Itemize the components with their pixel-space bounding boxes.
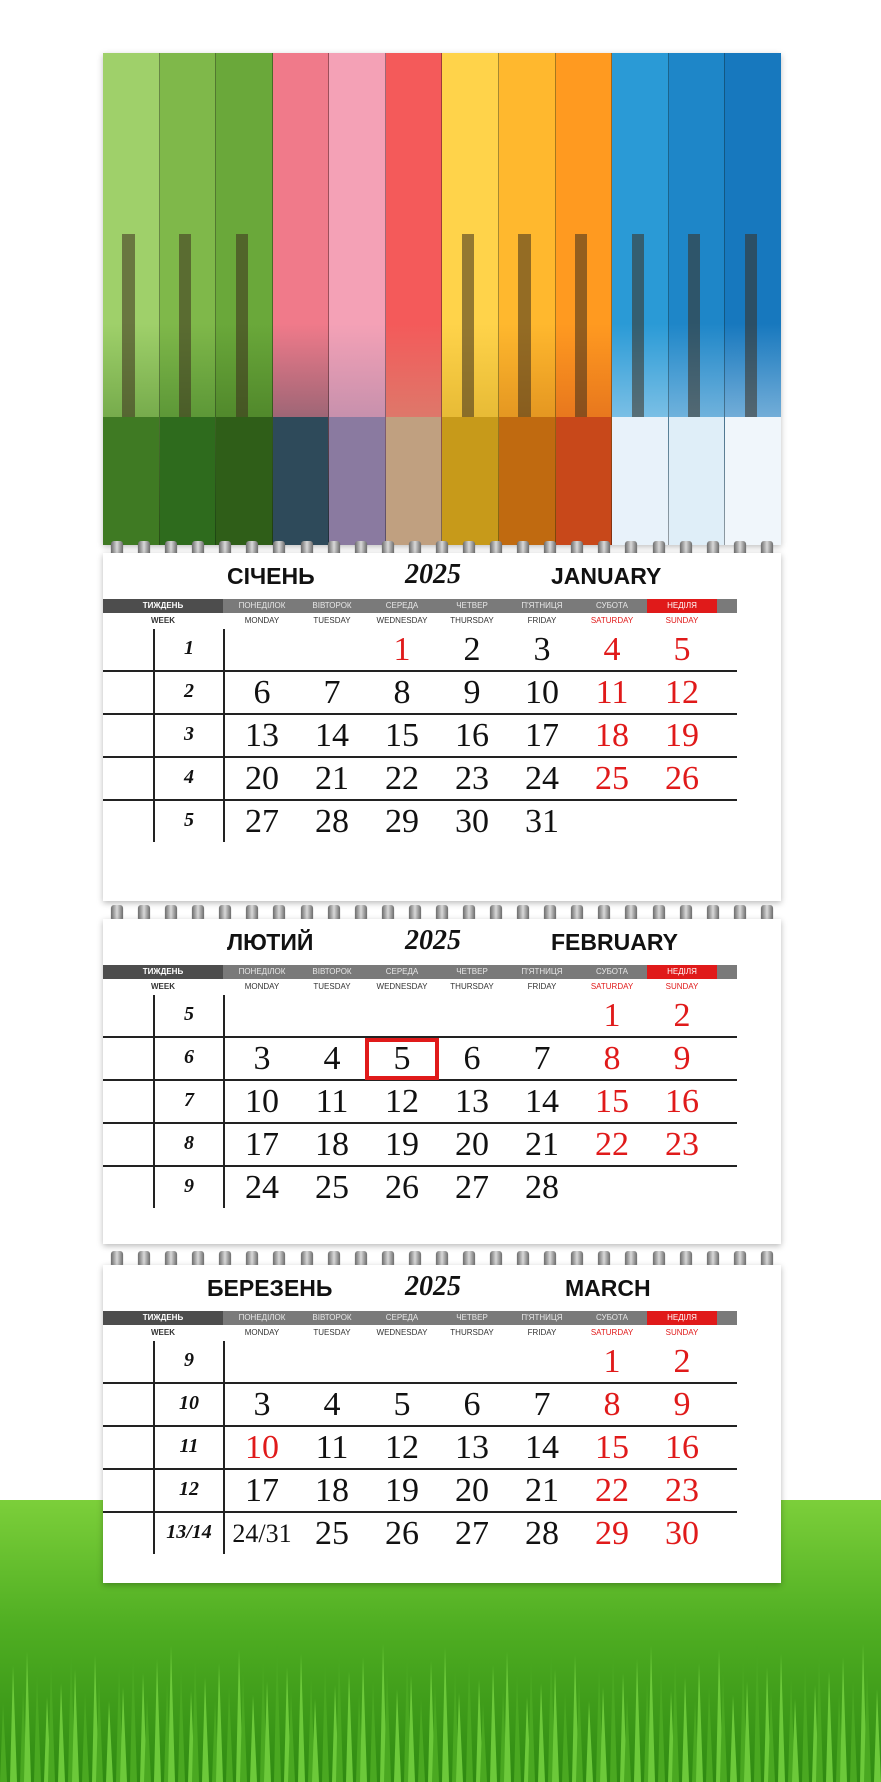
calendar-date[interactable]: 15	[595, 1429, 629, 1466]
grass-blade	[154, 1659, 161, 1782]
month-name-en: JANUARY	[551, 563, 662, 589]
ground	[216, 417, 272, 545]
grass-blade	[58, 1683, 65, 1782]
calendar-date[interactable]: 22	[385, 760, 419, 797]
ground	[386, 417, 442, 545]
calendar-date[interactable]: 1	[603, 1343, 621, 1380]
calendar-date[interactable]: 16	[665, 1083, 699, 1120]
calendar-date[interactable]: 26	[385, 1515, 419, 1552]
weekday-header-en	[103, 979, 737, 995]
grass-blade	[336, 1648, 343, 1782]
calendar-date[interactable]: 6	[463, 1040, 481, 1077]
grid-divider	[223, 1470, 225, 1511]
grass-blade	[442, 1647, 449, 1782]
grass-blade	[696, 1663, 703, 1782]
season-strip	[499, 53, 556, 545]
calendar-date[interactable]: 20	[455, 1472, 489, 1509]
calendar-date[interactable]: 9	[463, 674, 481, 711]
grass-blade	[34, 1674, 41, 1782]
season-strip	[386, 53, 443, 545]
calendar-date[interactable]: 15	[595, 1083, 629, 1120]
season-strip	[273, 53, 330, 545]
grass-blade	[874, 1689, 881, 1782]
weekday-label-ua: НЕДІЛЯ	[647, 599, 717, 613]
month-name-ua: СІЧЕНЬ	[227, 563, 315, 589]
week-number: 11	[179, 1435, 199, 1457]
grass-blade	[168, 1645, 175, 1782]
calendar-date[interactable]: 14	[315, 717, 349, 754]
grass-blade	[490, 1665, 497, 1782]
calendar-date[interactable]: 11	[595, 674, 629, 711]
grass-blade	[730, 1695, 737, 1782]
weekday-header-ua	[103, 599, 737, 613]
calendar-date[interactable]: 20	[455, 1126, 489, 1163]
weekday-label-en: WEDNESDAY	[376, 982, 428, 991]
calendar-date[interactable]: 2	[463, 631, 481, 668]
wall-calendar	[103, 53, 781, 1552]
calendar-date[interactable]: 11	[315, 1083, 349, 1120]
weekday-label-ua: ПОНЕДІЛОК	[238, 967, 286, 976]
week-number: 10	[179, 1392, 199, 1414]
season-strip	[329, 53, 386, 545]
calendar-date[interactable]: 4	[603, 631, 621, 668]
week-column-label-en: WEEK	[151, 982, 175, 991]
calendar-date[interactable]: 22	[595, 1126, 629, 1163]
week-row	[103, 629, 737, 672]
calendar-date[interactable]: 19	[665, 717, 699, 754]
calendar-date[interactable]: 26	[665, 760, 699, 797]
grid-divider	[223, 801, 225, 842]
week-row	[103, 1167, 737, 1208]
grass-blade	[346, 1671, 353, 1782]
month-block-february	[103, 919, 781, 1244]
grass-blade	[562, 1692, 569, 1782]
calendar-date[interactable]: 4	[323, 1040, 341, 1077]
week-row	[103, 1513, 737, 1554]
weekday-header-ua	[103, 965, 737, 979]
calendar-date[interactable]: 8	[603, 1040, 621, 1077]
week-row	[103, 1427, 737, 1470]
grass-blade	[10, 1665, 17, 1782]
ground	[556, 417, 612, 545]
grass-blade	[538, 1683, 545, 1782]
weekday-label-en: MONDAY	[244, 1328, 280, 1337]
week-number: 8	[184, 1132, 194, 1154]
weekday-label-ua: СУБОТА	[596, 1313, 628, 1322]
calendar-date[interactable]: 24	[245, 1169, 279, 1206]
grass-blade	[648, 1645, 655, 1782]
calendar-date[interactable]: 30	[665, 1515, 699, 1552]
ground	[273, 417, 329, 545]
seasons-photo	[103, 53, 781, 545]
grass-blade	[826, 1671, 833, 1782]
grid-divider	[223, 715, 225, 756]
weekday-header-ua	[103, 1311, 737, 1325]
calendar-date[interactable]: 15	[385, 717, 419, 754]
calendar-date[interactable]: 10	[245, 1083, 279, 1120]
grid-divider	[223, 1427, 225, 1468]
ground	[160, 417, 216, 545]
ground	[499, 417, 555, 545]
calendar-date[interactable]: 8	[603, 1386, 621, 1423]
weekday-label-en: SATURDAY	[590, 616, 634, 625]
grass-blade	[394, 1689, 401, 1782]
calendar-date[interactable]: 16	[665, 1429, 699, 1466]
season-strip	[556, 53, 613, 545]
calendar-date[interactable]: 23	[455, 760, 489, 797]
grass-blade	[48, 1660, 55, 1782]
week-row	[103, 672, 737, 715]
week-number: 6	[184, 1046, 194, 1068]
calendar-date[interactable]: 9	[673, 1386, 691, 1423]
calendar-date[interactable]: 1	[603, 997, 621, 1034]
week-number: 5	[184, 809, 194, 831]
weekday-label-ua: НЕДІЛЯ	[647, 965, 717, 979]
weekday-label-en: TUESDAY	[313, 1328, 351, 1337]
calendar-date[interactable]: 30	[455, 803, 489, 840]
grass-blade	[322, 1662, 329, 1782]
calendar-date[interactable]: 23	[665, 1126, 699, 1163]
grid-divider	[223, 1081, 225, 1122]
week-row	[103, 801, 737, 842]
week-row	[103, 758, 737, 801]
month-grid	[103, 629, 737, 842]
calendar-date[interactable]: 7	[533, 1386, 551, 1423]
calendar-date[interactable]: 28	[525, 1169, 559, 1206]
month-name-en: FEBRUARY	[551, 929, 678, 955]
grid-divider	[223, 1384, 225, 1425]
calendar-date[interactable]: 27	[245, 803, 279, 840]
calendar-date[interactable]: 10	[525, 674, 559, 711]
calendar-date[interactable]: 13	[455, 1429, 489, 1466]
season-strip	[442, 53, 499, 545]
calendar-date[interactable]: 9	[673, 1040, 691, 1077]
calendar-date[interactable]: 5	[393, 1386, 411, 1423]
weekday-label-ua: ПОНЕДІЛОК	[238, 1313, 286, 1322]
grid-divider	[223, 672, 225, 713]
grass-blade	[672, 1654, 679, 1782]
month-grid	[103, 995, 737, 1208]
weekday-label-ua: СЕРЕДА	[385, 967, 419, 976]
grass-blade	[754, 1644, 761, 1782]
grid-divider	[223, 1124, 225, 1165]
ground	[669, 417, 725, 545]
calendar-date[interactable]: 8	[393, 674, 411, 711]
month-header	[103, 1265, 781, 1311]
season-strip	[725, 53, 781, 545]
calendar-date[interactable]: 3	[253, 1040, 271, 1077]
calendar-date[interactable]: 2	[673, 997, 691, 1034]
weekday-label-ua: ВІВТОРОК	[312, 601, 352, 610]
calendar-date[interactable]: 7	[533, 1040, 551, 1077]
season-strip	[103, 53, 160, 545]
grass-blade	[840, 1657, 847, 1782]
week-column-label-en: WEEK	[151, 1328, 175, 1337]
weekday-label-en: THURSDAY	[450, 1328, 494, 1337]
calendar-date[interactable]: 28	[315, 803, 349, 840]
calendar-date[interactable]: 24/31	[232, 1519, 292, 1548]
grid-divider	[223, 1341, 225, 1382]
weekday-label-en: THURSDAY	[450, 982, 494, 991]
weekday-label-en: SATURDAY	[590, 1328, 634, 1337]
grid-divider	[223, 1038, 225, 1079]
grass-blade	[418, 1698, 425, 1782]
week-number: 3	[184, 723, 194, 745]
calendar-date[interactable]: 18	[595, 717, 629, 754]
grass-blade	[466, 1656, 473, 1782]
month-name-ua: БЕРЕЗЕНЬ	[207, 1275, 333, 1301]
calendar-date[interactable]: 11	[315, 1429, 349, 1466]
grass-blade	[528, 1660, 535, 1782]
week-number: 5	[184, 1003, 194, 1025]
weekday-label-ua: ВІВТОРОК	[312, 967, 352, 976]
grass-blade	[610, 1650, 617, 1782]
grass-blade	[504, 1651, 511, 1782]
weekday-label-en: THURSDAY	[450, 616, 494, 625]
calendar-date[interactable]: 19	[385, 1472, 419, 1509]
weekday-label-en: MONDAY	[244, 982, 280, 991]
month-grid	[103, 1341, 737, 1554]
calendar-date[interactable]: 14	[525, 1083, 559, 1120]
month-name-ua: ЛЮТИЙ	[227, 929, 314, 955]
week-column-label: ТИЖДЕНЬ	[103, 965, 223, 979]
season-strip	[160, 53, 217, 545]
ground	[725, 417, 781, 545]
weekday-label-en: SUNDAY	[665, 982, 699, 991]
weekday-label-ua: СУБОТА	[596, 601, 628, 610]
weekday-label-en: FRIDAY	[527, 982, 557, 991]
weekday-label-en: FRIDAY	[527, 616, 557, 625]
season-strip	[216, 53, 273, 545]
grass-blade	[226, 1686, 233, 1782]
weekday-label-ua: ВІВТОРОК	[312, 1313, 352, 1322]
month-name-en: MARCH	[565, 1275, 651, 1301]
weekday-label-ua: ПОНЕДІЛОК	[238, 601, 286, 610]
season-strip	[669, 53, 726, 545]
week-number: 13/14	[166, 1521, 212, 1543]
weekday-label-en: MONDAY	[244, 616, 280, 625]
month-block-january	[103, 553, 781, 901]
grass-blade	[250, 1695, 257, 1782]
calendar-date[interactable]: 21	[525, 1472, 559, 1509]
week-row	[103, 1384, 737, 1427]
calendar-date[interactable]: 3	[533, 631, 551, 668]
week-number: 9	[184, 1349, 194, 1371]
month-block-march	[103, 1265, 781, 1583]
weekday-label-ua: НЕДІЛЯ	[647, 1311, 717, 1325]
grid-divider	[223, 758, 225, 799]
grass-blade	[216, 1663, 223, 1782]
month-header	[103, 553, 781, 599]
grass-blade	[706, 1686, 713, 1782]
weekday-label-en: TUESDAY	[313, 616, 351, 625]
grass-blade	[106, 1701, 113, 1782]
grass-blade	[802, 1662, 809, 1782]
calendar-date[interactable]: 27	[455, 1515, 489, 1552]
calendar-date[interactable]: 31	[525, 803, 559, 840]
weekday-label-ua: ЧЕТВЕР	[456, 1313, 488, 1322]
grid-divider	[223, 1167, 225, 1208]
calendar-date[interactable]: 1	[393, 631, 411, 668]
week-row	[103, 1081, 737, 1124]
season-strip	[612, 53, 669, 545]
grid-divider	[223, 1513, 225, 1554]
week-number: 4	[184, 766, 194, 788]
weekday-header-en	[103, 613, 737, 629]
grid-divider	[223, 629, 225, 670]
grass-blade	[82, 1692, 89, 1782]
calendar-date[interactable]: 13	[455, 1083, 489, 1120]
week-column-label: ТИЖДЕНЬ	[103, 599, 223, 613]
calendar-date[interactable]: 23	[665, 1472, 699, 1509]
calendar-date[interactable]: 6	[463, 1386, 481, 1423]
ground	[103, 417, 159, 545]
calendar-date[interactable]: 22	[595, 1472, 629, 1509]
calendar-date[interactable]: 7	[323, 674, 341, 711]
weekday-label-en: FRIDAY	[527, 1328, 557, 1337]
grass-blade	[634, 1659, 641, 1782]
week-row	[103, 995, 737, 1038]
weekday-label-ua: ЧЕТВЕР	[456, 601, 488, 610]
ground	[329, 417, 385, 545]
grass-blade	[658, 1668, 665, 1782]
calendar-date[interactable]: 17	[245, 1126, 279, 1163]
weekday-label-ua: СЕРЕДА	[385, 1313, 419, 1322]
week-number: 9	[184, 1175, 194, 1197]
year-label: 2025	[405, 559, 461, 590]
calendar-date[interactable]: 25	[315, 1169, 349, 1206]
calendar-date[interactable]: 28	[525, 1515, 559, 1552]
weekday-label-ua: П'ЯТНИЦЯ	[521, 1313, 563, 1322]
weekday-label-en: WEDNESDAY	[376, 1328, 428, 1337]
week-number: 1	[184, 637, 194, 659]
calendar-date[interactable]: 12	[665, 674, 699, 711]
week-row	[103, 1124, 737, 1167]
week-column-label-en: WEEK	[151, 616, 175, 625]
weekday-label-en: SUNDAY	[665, 616, 699, 625]
grass-blade	[778, 1653, 785, 1782]
week-number: 2	[184, 680, 194, 702]
weekday-label-en: TUESDAY	[313, 982, 351, 991]
calendar-date[interactable]: 10	[245, 1429, 279, 1466]
weekday-label-ua: П'ЯТНИЦЯ	[521, 601, 563, 610]
grass-blade	[514, 1674, 521, 1782]
grass-blade	[274, 1644, 281, 1782]
ground	[442, 417, 498, 545]
calendar-date[interactable]: 18	[315, 1472, 349, 1509]
weekday-label-ua: П'ЯТНИЦЯ	[521, 967, 563, 976]
grass-blade	[130, 1650, 137, 1782]
ground	[612, 417, 668, 545]
grass-blade	[586, 1701, 593, 1782]
week-row	[103, 1341, 737, 1384]
calendar-date[interactable]: 2	[673, 1343, 691, 1380]
calendar-date[interactable]: 29	[595, 1515, 629, 1552]
year-label: 2025	[405, 925, 461, 956]
grass-blade	[360, 1657, 367, 1782]
week-row	[103, 715, 737, 758]
week-column-label: ТИЖДЕНЬ	[103, 1311, 223, 1325]
calendar-date[interactable]: 24	[525, 760, 559, 797]
grass-blade	[298, 1653, 305, 1782]
calendar-date[interactable]: 20	[245, 760, 279, 797]
calendar-date[interactable]: 19	[385, 1126, 419, 1163]
calendar-date[interactable]: 18	[315, 1126, 349, 1163]
calendar-date[interactable]: 27	[455, 1169, 489, 1206]
grass-blade	[682, 1677, 689, 1782]
week-number: 7	[184, 1089, 194, 1111]
highlighted-date[interactable]: 5	[367, 1040, 437, 1078]
year-label: 2025	[405, 1271, 461, 1302]
calendar-date[interactable]: 25	[595, 760, 629, 797]
grass-blade	[192, 1654, 199, 1782]
week-row	[103, 1470, 737, 1513]
grass-blade	[24, 1651, 31, 1782]
calendar-date[interactable]: 12	[385, 1429, 419, 1466]
grid-divider	[223, 995, 225, 1036]
weekday-label-en: WEDNESDAY	[376, 616, 428, 625]
calendar-date[interactable]: 21	[525, 1126, 559, 1163]
calendar-date[interactable]: 12	[385, 1083, 419, 1120]
calendar-date[interactable]: 4	[323, 1386, 341, 1423]
grass-blade	[816, 1648, 823, 1782]
month-header	[103, 919, 781, 965]
calendar-date[interactable]: 13	[245, 717, 279, 754]
calendar-date[interactable]: 16	[455, 717, 489, 754]
calendar-date[interactable]: 3	[253, 1386, 271, 1423]
week-row	[103, 1038, 737, 1081]
week-number: 12	[179, 1478, 199, 1500]
grass-blade	[370, 1680, 377, 1782]
grass-blade	[0, 1702, 7, 1782]
weekday-label-ua: ЧЕТВЕР	[456, 967, 488, 976]
weekday-label-en: SATURDAY	[590, 982, 634, 991]
grass-blade	[850, 1680, 857, 1782]
calendar-date[interactable]: 17	[245, 1472, 279, 1509]
calendar-date[interactable]: 29	[385, 803, 419, 840]
calendar-date[interactable]: 6	[253, 674, 271, 711]
calendar-date[interactable]: 26	[385, 1169, 419, 1206]
weekday-label-ua: СЕРЕДА	[385, 601, 419, 610]
weekday-header-en	[103, 1325, 737, 1341]
calendar-date[interactable]: 14	[525, 1429, 559, 1466]
grass-blade	[178, 1668, 185, 1782]
calendar-date[interactable]: 17	[525, 717, 559, 754]
grass-blade	[202, 1677, 209, 1782]
calendar-date[interactable]: 21	[315, 760, 349, 797]
calendar-date[interactable]: 25	[315, 1515, 349, 1552]
calendar-date[interactable]: 5	[673, 631, 691, 668]
weekday-label-en: SUNDAY	[665, 1328, 699, 1337]
weekday-label-ua: СУБОТА	[596, 967, 628, 976]
